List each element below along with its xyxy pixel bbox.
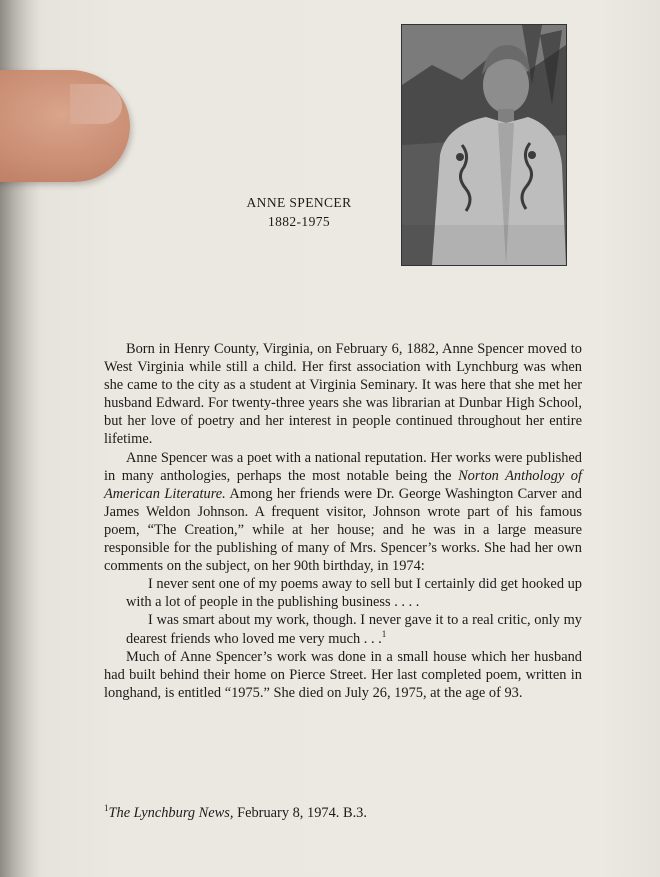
portrait-svg xyxy=(402,25,566,265)
footnote-source: The Lynchburg News, xyxy=(108,805,234,821)
footnote-number: 1 xyxy=(104,803,109,813)
paragraph-reputation-end: Among her friends were Dr. George Washington Carver and James Weldon Johnson. A frequent visitor, Johnson wrote part of his famous poem, “The Creation,” while at her house; and he was in a large measure responsible for the publishing of many of Mrs. Spencer’s works. She had her own comments on the subject, on her 90th birthday, in 1974: xyxy=(104,485,582,575)
quote-one: I never sent one of my poems away to sell but I certainly did get hooked up with a lot of people in the publishing business . . . . xyxy=(126,576,583,611)
quote-two xyxy=(104,611,582,647)
paragraph-later-life: Much of Anne Spencer’s work was done in a small house which her husband had built behind their home on Pierce Street. Her last completed poem, written in longhand, is entitled “1975.” She died on July 26, 1975, at the age of 93. xyxy=(104,648,582,701)
author-dates: 1882-1975 xyxy=(267,214,331,229)
paragraph-reputation-start: Anne Spencer was a poet with a national reputation. Her works were published in many anthologies, perhaps the most notable being the xyxy=(104,449,582,484)
paragraph-birth: Born in Henry County, Virginia, on February 6, 1882, Anne Spencer moved to West Virginia while still a child. Her first association with Lynchburg was when she came to the city as a student at Virginia Seminary. It was here that she met her husband Edward. For twenty-three years she was librarian at Dunbar High School, but her love of poetry and her interest in people continued throughout her entire lifetime. xyxy=(104,341,582,448)
footnote xyxy=(104,804,584,822)
footnote-marker: 1 xyxy=(381,628,387,639)
portrait-photo-icon xyxy=(402,25,566,265)
quote-two-text: I was smart about my work, though. I never gave it to a real critic, only my dearest friends who loved me very much . . . xyxy=(126,612,582,647)
biography-text xyxy=(104,340,582,702)
anthology-title: Norton Anthology of American Literature. xyxy=(104,467,582,502)
author-name: ANNE SPENCER xyxy=(246,195,352,210)
footnote-detail: February 8, 1974. B.3. xyxy=(233,805,367,821)
author-heading xyxy=(232,193,366,231)
paragraph-reputation xyxy=(104,449,582,576)
fingernail xyxy=(70,84,122,124)
